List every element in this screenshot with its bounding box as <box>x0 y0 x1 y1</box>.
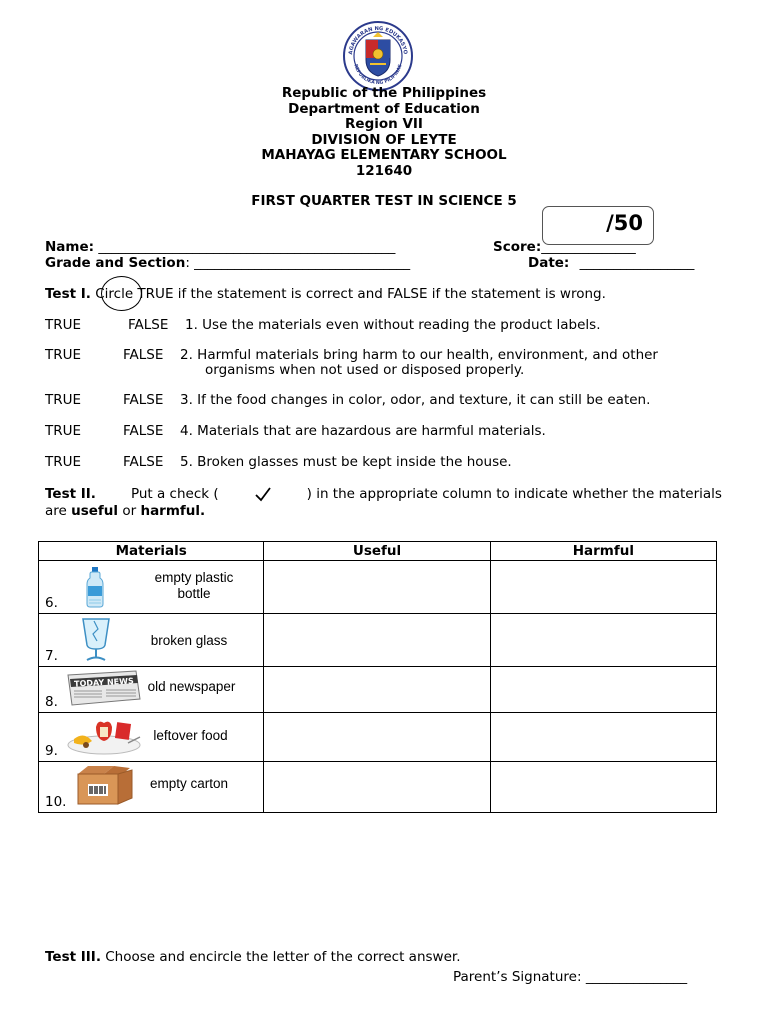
item3-true: TRUE <box>45 392 82 408</box>
test3-label: Test III. <box>45 949 101 965</box>
material-cell <box>39 762 264 813</box>
useful-cell[interactable] <box>264 667 490 713</box>
harmful-cell[interactable] <box>490 667 716 713</box>
header-school-id: 121640 <box>355 162 413 179</box>
col-useful: Useful <box>264 542 490 561</box>
seal-text-bottom: REPUBLIKA NG PILIPINAS <box>352 63 404 87</box>
checkmark-icon <box>254 486 272 502</box>
score-field <box>493 239 636 255</box>
item-number: 9. <box>45 743 58 759</box>
name-line: ____________________________________________ <box>98 239 396 255</box>
harmful-word: harmful. <box>140 503 206 519</box>
name-field <box>45 239 395 255</box>
header-division: DIVISION OF LEYTE <box>311 131 457 148</box>
header-region: Region VII <box>345 116 423 132</box>
item2-false: FALSE <box>123 347 164 363</box>
grade-section-line: ________________________________ <box>194 255 411 271</box>
test3-instruction <box>45 949 461 965</box>
item4-false: FALSE <box>123 423 164 439</box>
test1-label: Test I. <box>45 286 91 302</box>
materials-table <box>38 541 717 813</box>
item5-true: TRUE <box>45 454 82 470</box>
item3-false: FALSE <box>123 392 164 408</box>
circle-mark <box>101 276 142 311</box>
header-department: Department of Education <box>288 100 480 117</box>
date-field <box>528 255 694 271</box>
test2-text-b: ) in the appropriate column to indicate whether the materials <box>306 486 722 502</box>
useful-cell[interactable] <box>264 614 490 667</box>
material-label: empty carton <box>149 776 229 791</box>
useful-cell[interactable] <box>264 762 490 813</box>
water-bottle-icon <box>85 566 105 608</box>
header-republic: Republic of the Philippines <box>281 85 487 101</box>
table-header-row <box>39 542 717 561</box>
grade-colon: : <box>185 255 190 271</box>
newspaper-icon <box>66 669 142 707</box>
item5-text: 5. Broken glasses must be kept inside the house. <box>180 454 512 470</box>
table-row <box>39 561 717 614</box>
test-title: FIRST QUARTER TEST IN SCIENCE 5 <box>251 193 517 209</box>
test3-instruction-text: Choose and encircle the letter of the correct answer. <box>100 949 461 965</box>
item3-text: 3. If the food changes in color, odor, and texture, it can still be eaten. <box>180 392 651 408</box>
harmful-cell[interactable] <box>490 561 716 614</box>
item-number: 7. <box>45 648 58 664</box>
material-label-line2: bottle <box>177 586 211 601</box>
deped-seal <box>342 20 414 92</box>
material-label: leftover food <box>153 728 228 743</box>
item2-text-cont: organisms when not used or disposed properly. <box>205 362 525 378</box>
newspaper-headline: TODAY NEWS <box>73 676 134 689</box>
material-label: broken glass <box>150 633 228 648</box>
col-materials: Materials <box>39 542 264 561</box>
item2-text: 2. Harmful materials bring harm to our health, environment, and other <box>180 347 658 363</box>
table-row <box>39 667 717 713</box>
parent-signature-label: Parent’s Signature: <box>453 969 582 985</box>
useful-cell[interactable] <box>264 561 490 614</box>
item5-false: FALSE <box>123 454 164 470</box>
table-row <box>39 713 717 762</box>
seal-text-top: AGAWARAN NG EDUKASYO <box>347 25 409 55</box>
test2-text-or: or <box>118 503 141 519</box>
material-label-line1: empty plastic <box>154 570 234 585</box>
material-cell <box>39 713 264 762</box>
header-school: MAHAYAG ELEMENTARY SCHOOL <box>261 147 507 163</box>
test2-text-a: Put a check ( <box>130 486 219 502</box>
useful-word: useful <box>71 503 119 519</box>
test2-text-are: are <box>45 503 72 519</box>
parent-signature <box>453 969 687 985</box>
grade-section-label: Grade and Section <box>45 255 186 271</box>
score-total: /50 <box>606 211 643 235</box>
item1-text: 1. Use the materials even without reading the product labels. <box>185 317 601 333</box>
test2-instruction <box>45 486 722 519</box>
harmful-cell[interactable] <box>490 614 716 667</box>
harmful-cell[interactable] <box>490 762 716 813</box>
col-harmful: Harmful <box>490 542 716 561</box>
item-number: 10. <box>45 794 67 810</box>
name-label: Name: <box>45 239 95 255</box>
useful-cell[interactable] <box>264 713 490 762</box>
item4-text: 4. Materials that are hazardous are harmful materials. <box>180 423 546 439</box>
item-number: 6. <box>45 595 58 611</box>
leftover-food-icon <box>66 715 142 755</box>
parent-signature-line: _______________ <box>585 969 688 985</box>
score-line: ______________ <box>541 239 636 255</box>
item1-true: TRUE <box>45 317 82 333</box>
test2-label: Test II. <box>45 486 96 502</box>
date-label: Date: <box>528 255 570 271</box>
material-cell <box>39 667 264 713</box>
harmful-cell[interactable] <box>490 713 716 762</box>
item-number: 8. <box>45 694 58 710</box>
material-cell <box>39 614 264 667</box>
score-label: Score: <box>493 239 542 255</box>
table-row <box>39 614 717 667</box>
material-cell <box>39 561 264 614</box>
item1-false: FALSE <box>128 317 169 333</box>
item4-true: TRUE <box>45 423 82 439</box>
broken-glass-icon <box>80 617 112 663</box>
table-row <box>39 762 717 813</box>
material-label: old newspaper <box>147 679 236 694</box>
circle-word: Circle <box>95 286 134 302</box>
item2-true: TRUE <box>45 347 82 363</box>
date-line: _________________ <box>579 255 695 271</box>
carton-box-icon <box>74 764 138 806</box>
grade-section-field <box>45 255 410 271</box>
test1-instruction-text: TRUE if the statement is correct and FALSE if the statement is wrong. <box>133 286 606 302</box>
